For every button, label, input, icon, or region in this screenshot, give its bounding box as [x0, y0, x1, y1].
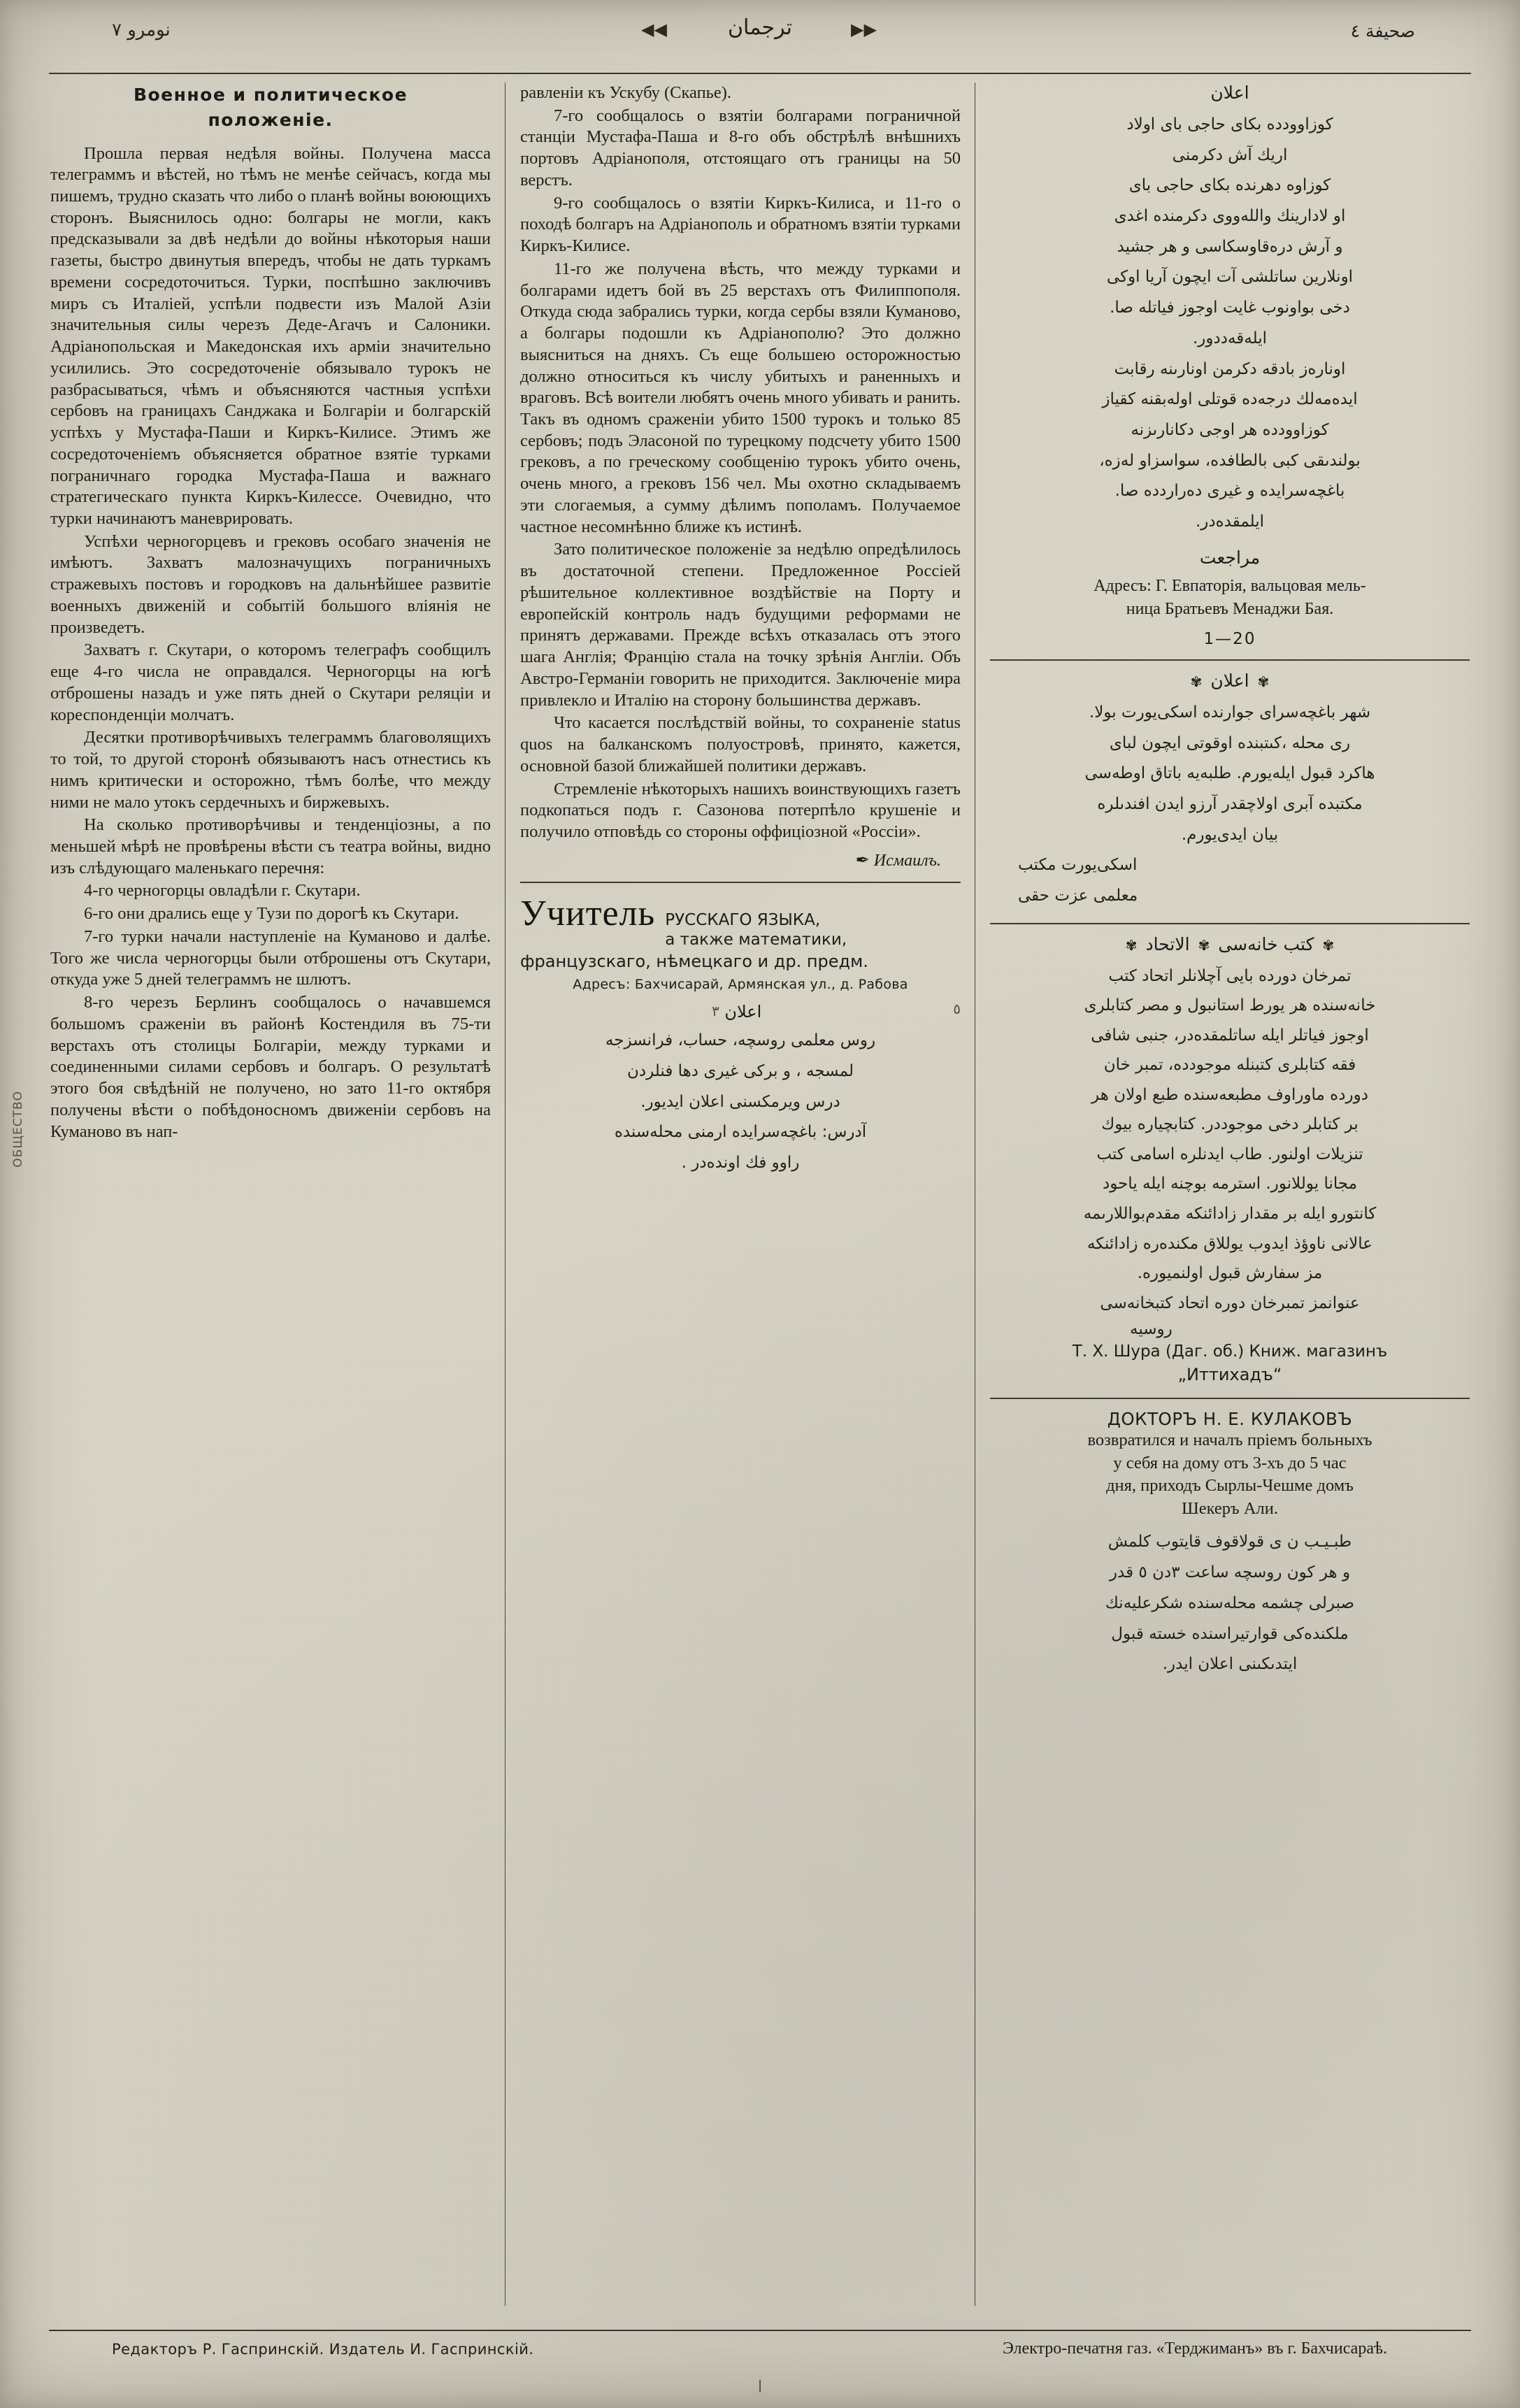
- doctor-body-line: у себя на дому отъ 3-хъ до 5 час: [1113, 1453, 1347, 1472]
- teacher-ad-subject-line1: РУССКАГО ЯЗЫКА,: [665, 910, 821, 929]
- column-divider-1: [505, 83, 506, 2306]
- ad1-line: دخى بواونوب غايت اوجوز فياتلە صا.: [1110, 299, 1350, 317]
- ad2-line: بيان ايدى‌يورم.: [1181, 825, 1279, 844]
- ad2-signature: [990, 850, 1470, 911]
- ad1-title: اعلان: [1210, 83, 1249, 103]
- ad2-line: هاكرد قبول ايلەيورم. طلبه‌يە باتاق اوطەسى: [1084, 764, 1375, 783]
- doctor-name: ДОКТОРЪ Н. Е. КУЛАКОВЪ: [1107, 1409, 1353, 1430]
- footer-printer: Электро-печатня газ. «Терджиманъ» въ г. Бахчисараѣ.: [1003, 2339, 1387, 2358]
- ad-divider: [990, 659, 1470, 661]
- paragraph: Что касается послѣдствій войны, то сохраненіе status quos на балканскомъ полуостровѣ, принято, кажется, основной базой ближайшей политики державъ.: [520, 713, 961, 775]
- column-container: [50, 83, 1470, 2306]
- ad3-line: مجانا يوللانور. استرمە بوچنه ايلە ياحود: [1102, 1175, 1358, 1194]
- signature-name: Исмаилъ.: [873, 851, 941, 870]
- ad3-line: عالانى ناوؤذ ايدوب يوللاق مكندەرە زادائنكە: [1087, 1234, 1373, 1253]
- top-divider: [49, 73, 1471, 74]
- ad2-line: مكتبدە آبرى اولاچقدر آرزو ايدن افندىلرە: [1097, 794, 1363, 813]
- ad3-signature-arabic: روسيه: [1130, 1320, 1173, 1339]
- ad2-title: [990, 671, 1470, 691]
- ornament-icon: ✾: [1322, 936, 1335, 954]
- ad1-line: ايدەمەلك درجەدە قوتلى اولەبقنە كقياز: [1102, 390, 1358, 409]
- paragraph: 7-го турки начали наступленіе на Куманово и далѣе. Того же числа черногорцы были отброшены отъ Скутари, откуда уже 5 дней телеграммъ не шлютъ.: [50, 926, 491, 989]
- paragraph: Зато политическое положеніе за недѣлю опредѣлилось въ достаточной степени. Предложенное Россіей рѣшительное коллективное воздѣйствіе на Порту и европейскій контроль надъ будущими реформами не принятъ державами. Прежде всѣхъ отказалась отъ этого шага Англія; Францію стала на точку зрѣнія Англіи. Объ Австро-Германіи говорить не приходится. Заключеніе мира привлекло и Италію на сторону большинства державъ.: [520, 540, 961, 710]
- ad1-line: ايلمقدەدر.: [1195, 512, 1265, 531]
- ad1-line: اونلارين ساتلشى آت ايچون آريا اوكى: [1106, 268, 1354, 287]
- ornament-icon: ✾: [1125, 936, 1138, 954]
- article-heading: [50, 83, 491, 134]
- doctor-arabic-line: ملكندەكى قوارتيراسنده خسته قبول: [1111, 1624, 1349, 1643]
- paragraph: 4-го черногорцы овладѣли г. Скутари.: [84, 881, 361, 901]
- article-heading-line1: Военное и политическое: [133, 85, 408, 105]
- small-ad-line: روس معلمى روسچه، حساب، فرانسزجه: [605, 1031, 876, 1050]
- issue-number: نومرو ٧: [112, 20, 171, 41]
- teacher-ad-headline: Учитель: [520, 893, 656, 933]
- doctor-body-line: дня, приходъ Сырлы-Чешме домъ: [1106, 1476, 1354, 1496]
- margin-note: ОБЩЕСТВО: [11, 1091, 25, 1168]
- article-signature: [520, 850, 961, 870]
- small-ad-line: لمسجه ، و بركى غيرى دها فنلردن: [626, 1061, 854, 1080]
- ad1-body: [990, 110, 1470, 538]
- masthead: [42, 13, 1478, 66]
- ad-divider: [520, 882, 961, 883]
- doctor-body-line: возвратился и началъ пріемъ больныхъ: [1087, 1431, 1372, 1450]
- ad1-line: اريك آش دكرمنى: [1172, 145, 1288, 164]
- small-ad-title-text: اعلان: [724, 1002, 762, 1022]
- ad1-line: بولندىقى كبى بالطافدە، سواسزاو لەزە،: [1099, 451, 1361, 470]
- ad2-signature-line: معلمى عزت حقى: [1018, 886, 1138, 905]
- small-ad-title: [520, 1002, 961, 1022]
- ad3-line: فقە كتابلرى كتبنلە موجوددە، تمبر خان: [1103, 1056, 1356, 1075]
- masthead-title: ترجمان: [728, 15, 792, 40]
- paragraph: 7-го сообщалось о взятіи болгарами пограничной станціи Мустафа-Паша и 8-го объ обстрѣлѣ внѣшнихъ портовъ Адріанополя, отстоящаго отъ границы на 50 верстъ.: [520, 106, 961, 189]
- paragraph: Десятки противорѣчивыхъ телеграммъ благоволящихъ то той, то другой сторонѣ обязываютъ насъ отнестись къ нимъ критически и осторожно, тѣмъ болѣе, что между ними не мало утокъ сердечныхъ и биржевыхъ.: [50, 728, 491, 812]
- ornament-icon: ✾: [1257, 673, 1270, 690]
- paragraph: На сколько противорѣчивы и тенденціозны, а по меньшей мѣрѣ не провѣрены вѣсти съ театра войны, видно изъ слѣдующаго маленькаго перечня:: [50, 815, 491, 877]
- paragraph: Захватъ г. Скутари, о которомъ телеграфъ сообщилъ еще 4-го числа не оправдался. Черногорцы на югѣ отброшены назадъ и уже пять дней о Скутари реляціи и кореспонденціи молчатъ.: [50, 640, 491, 724]
- ad3-line: تمرخان دوردە بايى آچلانلر اتحاد كتب: [1108, 966, 1351, 985]
- ad2-line: شهر باغچەسراى جوارنده اسكى‌يورت بولا.: [1089, 703, 1371, 722]
- teacher-ad-subject-line3: французскаго, нѣмецкаго и др. предм.: [520, 952, 868, 972]
- paragraph: 11-го же получена вѣсть, что между турками и болгарами идетъ бой въ 25 верстахъ отъ Филиппополя. Откуда сюда забрались турки, когда сербы взяли Куманово, а болгары подошли къ Адріанополю? Это должно выясниться на дняхъ. Съ еще большею осторожностью должно относиться къ числу убитыхъ и раненныхъ и враговъ. Всѣ воители любятъ очень много убивать и ранить. Такъ въ одномъ сраженіи убито 1500 турокъ и только 85 сербовъ; подъ Эласоной по турецкому подсчету убито 1500 грековъ, а по греческому сообщенію турокъ убито очень, очень много, а грековъ 156 чел. Мы охотно складываемъ эти слогаемыя, а сумму дѣлимъ пополамъ. Получаемое частное несомнѣнно ближе къ истинѣ.: [520, 259, 961, 536]
- ad3-line: كانتورو ايلە بر مقدار زادائنكە مقدم‌بواللارىمە: [1083, 1205, 1377, 1223]
- ad1-line: كوزاوه دهرنده بكاى حاجى باى: [1128, 176, 1331, 195]
- ad1-line: كوزاوودده هر اوجى دكانارىزنە: [1131, 420, 1329, 439]
- ornament-icon: ✾: [1198, 936, 1210, 954]
- doctor-arabic-line: طبـيـب ن ى قولاقوف قايتوب كلمش: [1107, 1533, 1352, 1551]
- small-ad-number: ٥: [953, 1001, 961, 1018]
- column-3: [990, 83, 1470, 2306]
- ad3-title-right: كتب خانه‌سى: [1218, 933, 1314, 954]
- ad1-line: و آرش درەقاوسكاسى و هر جشيد: [1117, 237, 1343, 256]
- paragraph: Стремленіе нѣкоторыхъ нашихъ воинствующихъ газетъ подкопаться подъ г. Сазонова потерпѣло крушеніе и получило отповѣдь со стороны оффиціозной «Россіи».: [520, 779, 961, 841]
- ad-divider: [990, 923, 1470, 924]
- doctor-arabic-line: صبرلى چشمه محلەسندە شكرعليەنك: [1105, 1593, 1355, 1612]
- column-1: [50, 83, 491, 2306]
- small-ad-body: [520, 1026, 961, 1178]
- doctor-arabic-line: ايتدىكىنى اعلان ايدر.: [1162, 1655, 1298, 1674]
- stamp-icon: ٣: [711, 1003, 719, 1020]
- paragraph: 6-го они дрались еще у Тузи по дорогѣ къ Скутари.: [84, 904, 459, 924]
- teacher-ad-subject-line2: а также математики,: [665, 931, 847, 949]
- ad1-number: 1—20: [1203, 629, 1256, 648]
- article-heading-line2: положеніе.: [208, 110, 334, 131]
- paragraph: равленіи къ Ускубу (Скапье).: [520, 83, 732, 102]
- ad1-line: كوزاوودده بكاى حاجى باى اولاد: [1126, 115, 1333, 134]
- ad1-contact-line2: ница Братьевъ Менаджи Бая.: [1126, 600, 1334, 619]
- ad3-line: تنزيلات اولنور. طاب ايدنلرە اسامى كتب: [1096, 1145, 1363, 1163]
- small-ad-line: درس ويرمكسنى اعلان ايديور.: [640, 1092, 840, 1111]
- ad3-russian-line1: Т. Х. Шура (Даг. об.) Книж. магазинъ: [1072, 1342, 1388, 1361]
- ad1-line: اونارەز بادقه دكرمن اونارىنە رقابت: [1114, 359, 1346, 378]
- column-2: [520, 83, 961, 2306]
- ad3-line: خانەسندە هر يورط استانبول و مصر كتابلرى: [1084, 996, 1376, 1015]
- ad2-line: رى محله ،كىتبنده اوقوتى ايچون لباى: [1109, 733, 1351, 752]
- ad1-line: ايلەقەددور.: [1192, 329, 1268, 347]
- teacher-ad-address: Адресъ: Бахчисарай, Армянская ул., д. Рабова: [573, 977, 908, 993]
- ad3-body: [990, 961, 1470, 1319]
- doctor-arabic-line: و هر كون روسچه ساعت ٣دن ٥ قدر: [1109, 1563, 1351, 1582]
- ornament-right-icon: ▶▶: [851, 21, 877, 39]
- ad1-contact-line1: Адресъ: Г. Евпаторія, вальцовая мель-: [1094, 576, 1366, 595]
- ad1-line: او لادارينك واللەووى دكرمنده اغدى: [1114, 207, 1346, 226]
- paragraph: 8-го черезъ Берлинъ сообщалось о начавшемся большомъ сраженіи въ районѣ Костендиля въ 75-ти верстахъ отъ столицы Болгаріи, между турками и соединенными силами сербовъ и болгаръ. О результатѣ этого боя свѣдѣній не получено, но зато 11-го октября получены вѣсти о побѣдоносномъ движеніи сербовъ на Куманово въ нап-: [50, 993, 491, 1141]
- ad3-title: [990, 934, 1470, 954]
- ornament-left-icon: ◀◀: [641, 21, 667, 39]
- ad3-line: دوردە ماوراوف مطبعەسندە طبع اولان هر: [1091, 1085, 1368, 1104]
- ad3-title-left: الاتحاد: [1145, 933, 1190, 954]
- doctor-body: [990, 1429, 1470, 1520]
- ad3-russian-line2: „Иттихадъ“: [1177, 1364, 1282, 1384]
- page-number: صحيفة ٤: [1350, 21, 1415, 41]
- paragraph: Успѣхи черногорцевъ и грековъ особаго значенія не имѣютъ. Захватъ малозначущихъ пограничныхъ стражевыхъ постовъ и городковъ на дальнѣйшее развитіе военныхъ движеній и событій большого вліянія не произведетъ.: [50, 531, 491, 637]
- paragraph: Прошла первая недѣля войны. Получена масса телеграммъ и вѣстей, но тѣмъ не менѣе сейчасъ, когда мы пишемъ, трудно сказать что либо о планѣ войны воюющихъ сторонъ. Выяснилось одно: болгары не могли, какъ предсказывали за двѣ недѣли до войны нѣкоторыя наши газеты, быстро двинутыя впередъ, чтобы не дать туркамъ времени сосредоточиться. Турки, поспѣшно заключивъ миръ съ Италіей, успѣли подвести изъ Малой Азіи значительныя силы черезъ Деде-Агачъ и Салоники. Адріанопольская и Македонская ихъ арміи значительно усилились. Это сосредоточеніе обязывало турокъ не разбрасываться, чѣмъ и объясняются частныя успѣхи сербовъ на границахъ Санджака и Болгаріи и болгарскій успѣхъ у Мустафа-Паши и Киркъ-Килисе. Этимъ же сосредоточеніемъ объясняется обратное взятіе турками пограничнаго городка Мустафа-Паша и важнаго стратегическаго пункта Киркъ-Килессе. Очевидно, что турки начинаютъ маневрировать.: [50, 143, 491, 528]
- signature-ornament-icon: ✒: [855, 851, 870, 870]
- doctor-advertisement: [990, 1409, 1470, 1680]
- teacher-advertisement: [520, 893, 961, 993]
- ad2-signature-line: اسكى‌يورت مكتب: [1018, 856, 1138, 875]
- page-footer: [49, 2337, 1471, 2393]
- ad3-line: بر كتابلر دخى موجوددر. كتابچيارە بيوك: [1101, 1115, 1358, 1134]
- bottom-divider: [49, 2330, 1471, 2331]
- ad1-line: باغچەسرايدە و غيرى دەرارددە صا.: [1114, 482, 1345, 501]
- paragraph: 9-го сообщалось о взятіи Киркъ-Килиса, и 11-го о походѣ болгаръ на Адріанополь и обратномъ взятіи турками Киркъ-Килисе.: [520, 193, 961, 256]
- ornament-icon: ✾: [1190, 673, 1203, 690]
- ad2-body: [990, 698, 1470, 850]
- ad3-line: اوجوز فياتلر ايلە ساتلمقدەدر، جنبى شافى: [1091, 1026, 1369, 1045]
- footer-editor: Редакторъ Р. Гаспринскій. Издатель И. Гаспринскій.: [112, 2341, 534, 2358]
- doctor-body-line: Шекеръ Али.: [1182, 1498, 1278, 1518]
- footer-center-mark: |: [757, 2378, 763, 2393]
- ad3-line: عنوانمز تمبرخان دورە اتحاد كتبخانەسى: [1100, 1293, 1360, 1312]
- doctor-body-arabic: [990, 1527, 1470, 1679]
- ad-divider: [990, 1398, 1470, 1399]
- ad2-title-text: اعلان: [1210, 670, 1249, 691]
- small-ad-line: آدرس: باغچه‌سرايده ارمنى محله‌سنده: [614, 1123, 867, 1142]
- small-ad-line: راوو فك اوندەدر .: [681, 1153, 800, 1172]
- ad3-line: مز سفارش قبول اولنميورە.: [1137, 1264, 1323, 1283]
- ad1-contact-title: مراجعت: [1199, 547, 1261, 568]
